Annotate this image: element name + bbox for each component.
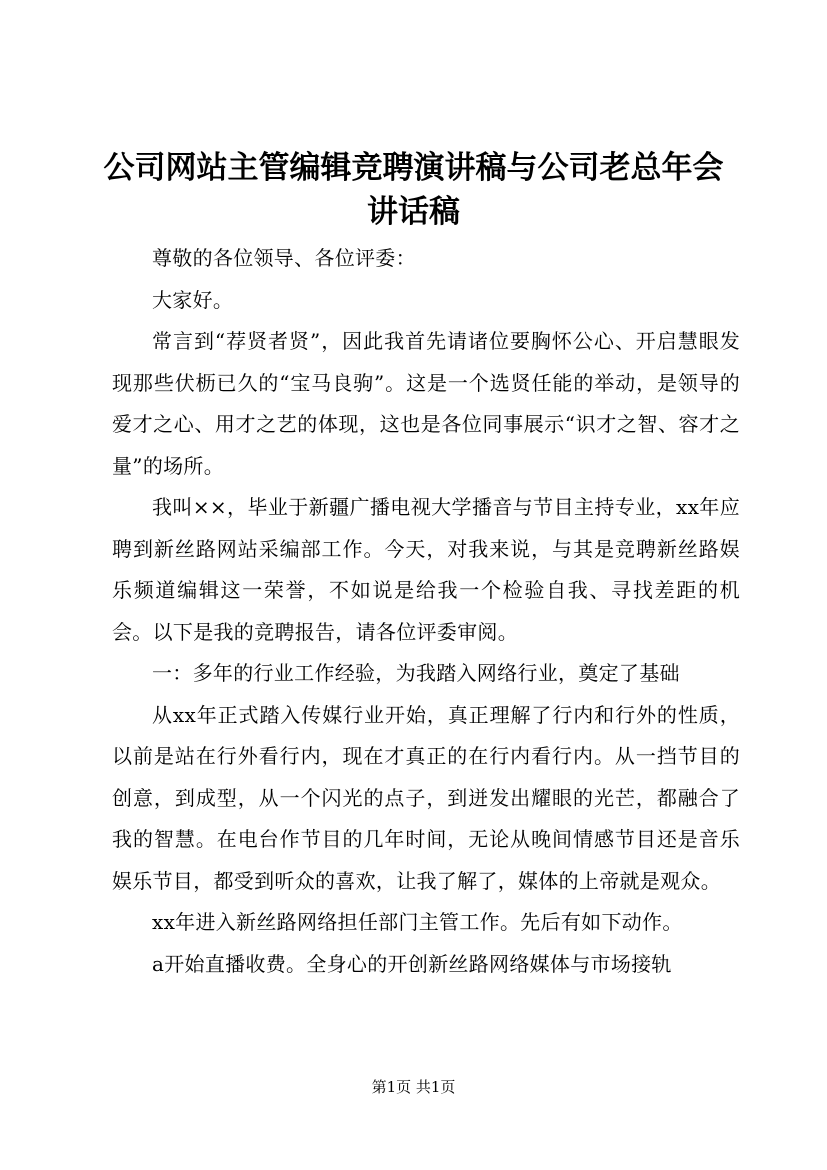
paragraph-action-a: a开始直播收费。全身心的开创新丝路网络媒体与市场接轨 <box>152 951 672 976</box>
paragraph-self-introduction: 我叫××，毕业于新疆广播电视大学播音与节目主持专业，xx年应聘到新丝路网站采编部工作。今天，对我来说，与其是竞聘新丝路娱乐频道编辑这一荣誉，不如说是给我一个检验自我、寻找差距的机会。以下是我的竞聘报告，请各位评委审阅。 <box>112 495 740 644</box>
page-footer: 第1页 共1页 <box>371 1078 456 1096</box>
paragraph-new-role: xx年进入新丝路网络担任部门主管工作。先后有如下动作。 <box>152 910 683 934</box>
paragraph-experience: 从xx年正式踏入传媒行业开始，真正理解了行内和行外的性质，以前是站在行外看行内，现在才真正的在行内看行内。从一挡节目的创意，到成型，从一个闪光的点子，到迸发出耀眼的光芒，都融合了我的智慧。在电台作节目的几年时间，无论从晚间情感节目还是音乐娱乐节目，都受到听众的喜欢，让我了解了，媒体的上帝就是观众。 <box>112 702 740 893</box>
paragraph-intro: 常言到“荐贤者贤”，因此我首先请诸位要胸怀公心、开启慧眼发现那些伏枥已久的“宝马良驹”。这是一个选贤任能的举动，是领导的爱才之心、用才之艺的体现，这也是各位同事展示“识才之智、容才之量”的场所。 <box>112 329 740 478</box>
document-title: 公司网站主管编辑竞聘演讲稿与公司老总年会讲话稿 <box>103 150 724 230</box>
paragraph-section-heading: 一：多年的行业工作经验，为我踏入网络行业，奠定了基础 <box>152 661 680 685</box>
paragraph-salutation: 尊敬的各位领导、各位评委： <box>152 246 416 270</box>
paragraph-greeting: 大家好。 <box>152 287 234 312</box>
document-body <box>112 238 740 985</box>
